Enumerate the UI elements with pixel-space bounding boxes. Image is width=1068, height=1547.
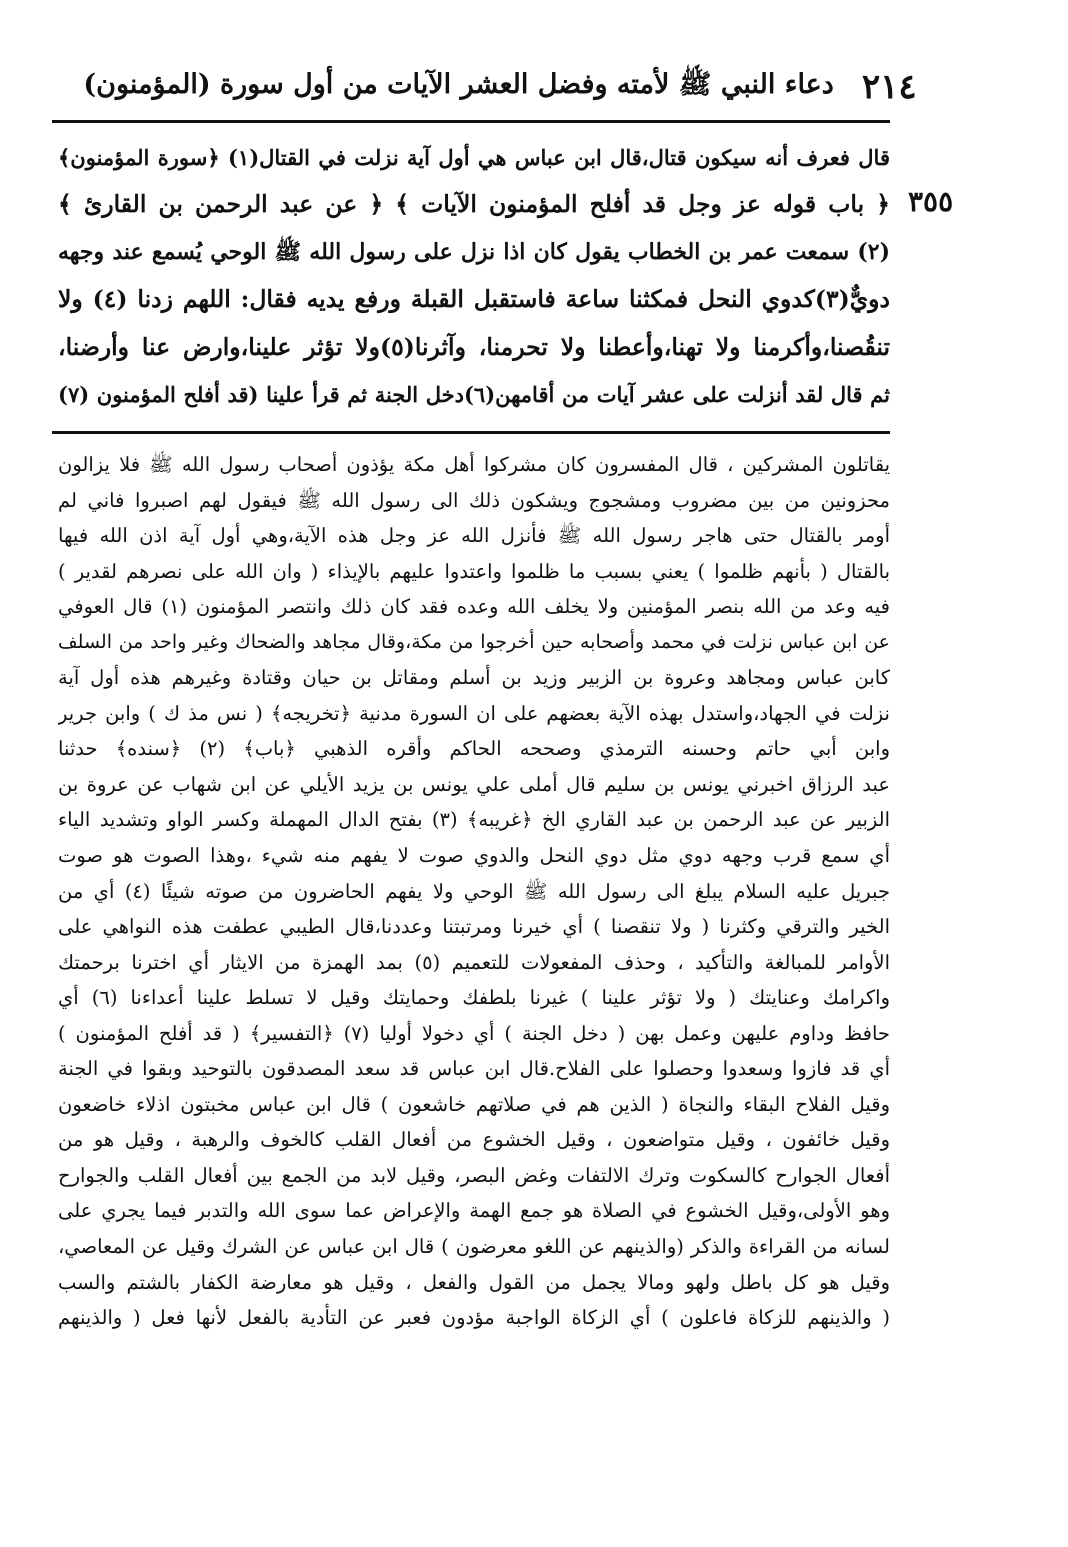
commentary-line: كابن عباس ومجاهد وعروة بن الزبير وزيد بن أسلم ومقاتل بن حيان وقتادة وغيرهم هذه أول آية [58,666,890,690]
commentary-line: فيه وعد من الله بنصر المؤمنين ولا يخلف الله وعده فقد كان ذلك وانتصر المؤمنون (١) قال العوفي [58,595,890,619]
commentary-line: الأوامر للمبالغة والتأكيد ، وحذف المفعولات للتعميم (٥) بمد الهمزة من الايثار أي اخترنا برحمتك [58,950,890,974]
commentary-line: أي قد فازوا وسعدوا وحصلوا على الفلاح.قال ابن عباس قد سعد المصدقون بالتوحيد وبقوا في الجنة [58,1057,890,1081]
page-header [83,62,917,112]
commentary-line: الخير والترقي وكثرنا ( ولا تنقصنا ) أي خيرنا ومرتبتنا وعددنا،قال الطيبي عطفت هذه النواهي على [58,915,890,939]
commentary-line: جبريل عليه السلام يبلغ الى رسول الله ﷺ الوحي ولا يفهم الحاضرون من صوته شيئًا (٤) أي من [58,879,890,903]
commentary-line: عبد الرزاق اخبرني يونس بن سليم قال أملى علي يونس بن يزيد الأيلي عن ابن شهاب عن عروة بن [58,772,890,796]
commentary-line: وابن أبي حاتم وحسنه الترمذي وصححه الحاكم وأقره الذهبي ﴿باب﴾ (٢) ﴿سنده﴾ حدثنا [58,737,890,761]
hadith-number: ٣٥٥ [908,185,954,218]
commentary-line: واكرامك وعنايتك ( ولا تؤثر علينا ) غيرنا بلطفك وحمايتك وقيل لا تسلط علينا أعداءنا (٦) أي [58,986,890,1010]
commentary-line: وهو الأولى،وقيل الخشوع في الصلاة هو جمع الهمة والإعراض عما سوى الله والتدبر فيما يجري على [58,1199,890,1223]
commentary-line: أي سمع قرب وجهه دوي مثل دوي النحل والدوي صوت لا يفهم منه شيء ،وهذا الصوت هو صوت [58,844,890,868]
header-rule [52,120,890,123]
commentary-line: عن ابن عباس نزلت في محمد وأصحابه حين أخرجوا من مكة،وقال مجاهد والضحاك وغير واحد من السلف [58,630,890,653]
commentary-line: أفعال الجوارح كالسكوت وترك الالتفات وغض البصر، وقيل لابد من الجمع بين أفعال القلب والجوارح [58,1163,890,1187]
commentary-line: وقيل خائفون ، وقيل متواضعون ، وقيل الخشوع من أفعال القلب كالخوف والرهبة ، وقيل هو من [58,1128,890,1152]
hadith-line: قال فعرف أنه سيكون قتال،قال ابن عباس هي أول آية نزلت في القتال(١) ﴿سورة المؤمنون﴾ [58,145,890,170]
hadith-line: ﴿ باب قوله عز وجل قد أفلح المؤمنون الآيات ﴾ ﴿ عن عبد الرحمن بن القارئ ﴾ [58,190,890,219]
commentary-line: ( والذينهم للزكاة فاعلون ) أي الزكاة الواجبة مؤدون فعبر عن التأدية بالفعل لأنها فعل ( والذينهم [58,1306,890,1330]
hadith-line: دويٌّ(٣)كدوي النحل فمكثنا ساعة فاستقبل القبلة ورفع يديه فقال: اللهم زدنا (٤) ولا [58,285,890,314]
commentary-line: الزبير عن عبد الرحمن بن عبد القاري الخ ﴿غريبه﴾ (٣) بفتح الدال المهملة وكسر الواو وتشديد الياء [58,808,890,832]
commentary-line: بالقتال ( بأنهم ظلموا ) يعني بسبب ما ظلموا واعتدوا عليهم بالإيذاء ( وان الله على نصرهم لقدير ) [58,559,890,583]
commentary-line: محزونين من بين مضروب ومشجوج ويشكون ذلك الى رسول الله ﷺ فيقول لهم اصبروا فاني لم [58,488,890,512]
commentary-line: أومر بالقتال حتى هاجر رسول الله ﷺ فأنزل الله عز وجل هذه الآية،وهي أول آية اذن الله فيها [58,524,890,548]
commentary-line: وقيل الفلاح البقاء والنجاة ( الذين هم في صلاتهم خاشعون ) قال ابن عباس مخبتون اذلاء خاضعون [58,1092,890,1116]
commentary-line: وقيل هو كل باطل ولهو ومالا يجمل من القول والفعل ، وقيل هو معارضة الكفار بالشتم والسب [58,1270,890,1294]
commentary-line: يقاتلون المشركين ، قال المفسرون كان مشركوا أهل مكة يؤذون أصحاب رسول الله ﷺ فلا يزالون [58,453,890,476]
commentary-line: حافظ وداوم عليهن وعمل بهن ( دخل الجنة ) أي دخولا أوليا (٧) ﴿التفسير﴾ ( قد أفلح المؤمنون ) [58,1021,890,1045]
hadith-line: ثم قال لقد أنزلت على عشر آيات من أقامهن(٦)دخل الجنة ثم قرأ علينا (قد أفلح المؤمنون (٧) [58,381,890,407]
hadith-line: (٢) سمعت عمر بن الخطاب يقول كان اذا نزل على رسول الله ﷺ الوحي يُسمع عند وجهه [58,238,890,265]
running-title: دعاء النبي ﷺ لأمته وفضل العشر الآيات من أول سورة (المؤمنون) [83,69,834,100]
page-number: ٢١٤ [861,67,917,107]
commentary-text [58,447,890,1336]
commentary-line: نزلت في الجهاد،واستدل بهذه الآية بعضهم على ان السورة مدنية ﴿تخريجه﴾ ( نس مذ ك ) وابن جرير [58,701,890,725]
commentary-line: لسانه من القراءة والذكر (والذينهم عن اللغو معرضون ) قال ابن عباس عن الشرك وقيل عن المعاصي، [58,1235,890,1259]
hadith-text [58,134,890,418]
hadith-line: تنقُصنا،وأكرمنا ولا تهنا،وأعطنا ولا تحرمنا، وآثرنا(٥)ولا تؤثر علينا،وارض عنا وأرضنا، [58,332,890,361]
separator-rule [52,431,890,434]
